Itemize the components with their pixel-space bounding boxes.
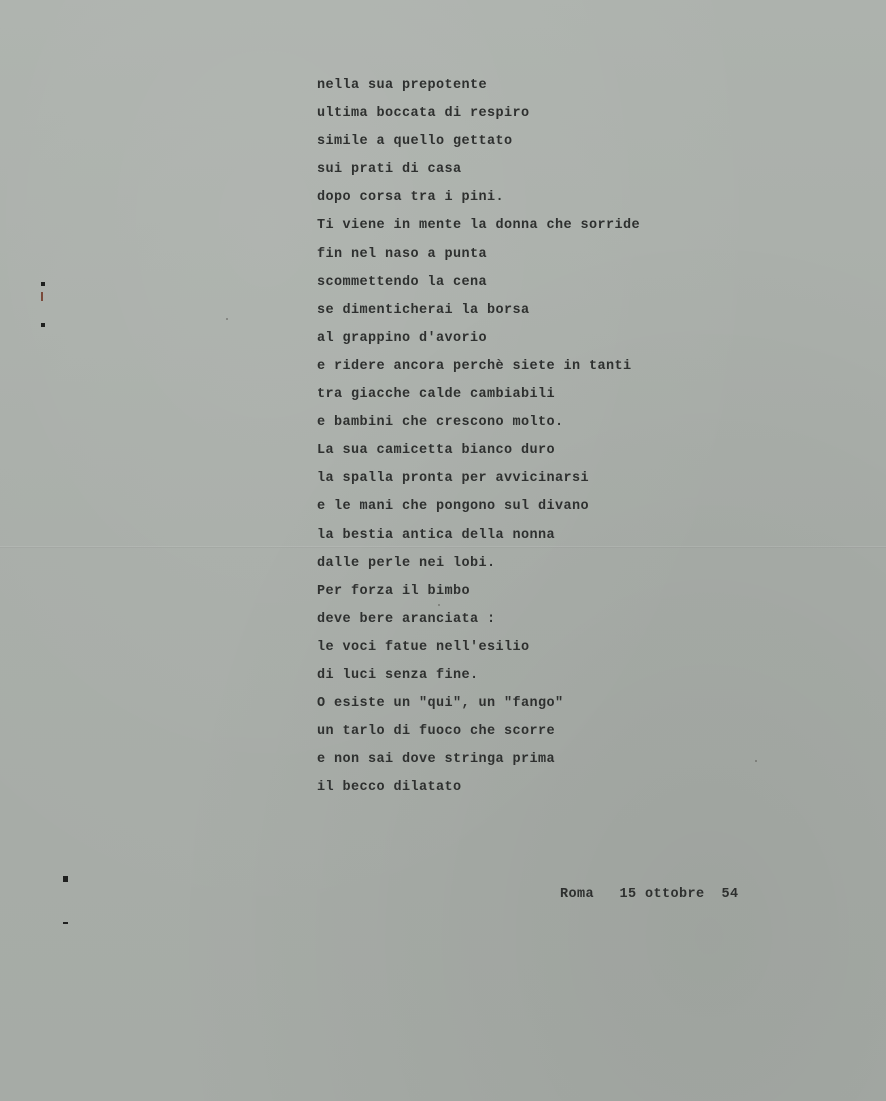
poem-line: tra giacche calde cambiabili [317,387,556,403]
poem-line: il becco dilatato [317,780,462,796]
poem-line: un tarlo di fuoco che scorre [317,724,556,740]
paper-speck [226,318,228,320]
poem-line: e non sai dove stringa prima [317,752,556,768]
place-date-signature: Roma 15 ottobre 54 [560,887,739,902]
poem-line: ultima boccata di respiro [317,106,530,122]
poem-line: le voci fatue nell'esilio [317,639,530,655]
punch-mark [63,922,68,924]
punch-mark [63,876,68,882]
poem-line: la spalla pronta per avvicinarsi [317,471,590,487]
poem-line: La sua camicetta bianco duro [317,443,556,459]
poem-line: dalle perle nei lobi. [317,555,496,571]
poem-line: fin nel naso a punta [317,246,488,262]
poem-line: sui prati di casa [317,162,462,178]
poem-line: e ridere ancora perchè siete in tanti [317,358,632,374]
poem-line: Per forza il bimbo [317,583,471,599]
poem-line: se dimenticherai la borsa [317,302,530,318]
poem-line: deve bere aranciata : [317,611,496,627]
poem-line: Ti viene in mente la donna che sorride [317,218,641,234]
ink-mark [41,292,43,301]
poem-line: dopo corsa tra i pini. [317,190,505,206]
poem-line: di luci senza fine. [317,667,479,683]
poem-line: e bambini che crescono molto. [317,415,564,431]
poem-text [317,76,640,806]
poem-line: la bestia antica della nonna [317,527,556,543]
paper-speck [755,760,757,762]
poem-line: O esiste un "qui", un "fango" [317,696,564,712]
poem-line: scommettendo la cena [317,274,488,290]
poem-line: simile a quello gettato [317,134,513,150]
poem-line: e le mani che pongono sul divano [317,499,590,515]
punch-mark [41,323,45,327]
poem-line: nella sua prepotente [317,78,488,93]
poem-line: al grappino d'avorio [317,330,488,346]
punch-mark [41,282,45,286]
